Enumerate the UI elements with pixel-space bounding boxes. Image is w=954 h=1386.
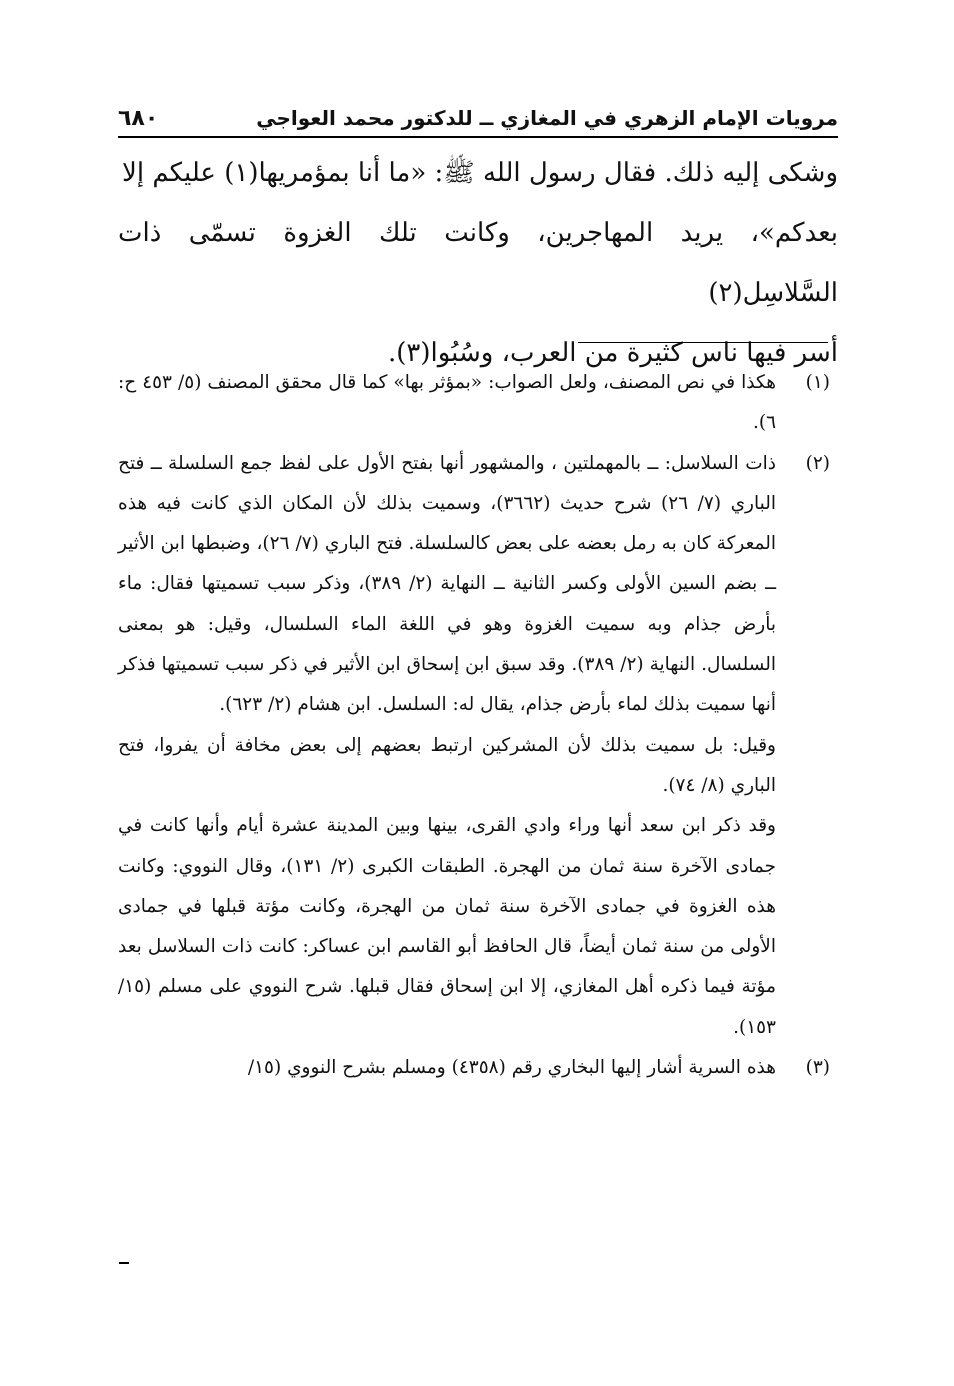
main-text: [118, 143, 838, 383]
footnote-text: هكذا في نص المصنف، ولعل الصواب: «بمؤثر بها» كما قال محقق المصنف (٥/ ٤٥٣ ح: ٦).: [118, 372, 776, 434]
footnote-number: (١): [805, 372, 830, 393]
header-title: مرويات الإمام الزهري في المغازي ــ للدكتور محمد العواجي: [256, 106, 838, 130]
footnotes: [118, 363, 838, 1088]
footnote-1: [118, 363, 838, 444]
main-text-line: بعدكم»، يريد المهاجرين، وكانت تلك الغزوة تسمّى ذات السَّلاسِل(٢): [118, 218, 838, 308]
footnote-2: [118, 444, 838, 1048]
page-number: ٦٨٠: [118, 105, 159, 131]
footnote-text: وقيل: بل سميت بذلك لأن المشركين ارتبط بعضهم إلى بعض مخافة أن يفروا، فتح الباري (٨/ ٧٤).: [118, 734, 776, 796]
footnote-3: [118, 1048, 838, 1088]
footnote-text: هذه السرية أشار إليها البخاري رقم (٤٣٥٨) ومسلم بشرح النووي (١٥/: [247, 1057, 776, 1079]
running-header: [118, 100, 838, 138]
footnote-number: (٣): [805, 1057, 830, 1079]
continuation-mark: [119, 1262, 129, 1264]
main-text-line: أسر فيها ناس كثيرة من العرب، وسُبُوا(٣).: [387, 338, 838, 368]
footnote-text: وقد ذكر ابن سعد أنها وراء وادي القرى، بينها وبين المدينة عشرة أيام وأنها كانت في جمادى الآخرة سنة ثمان من الهجرة. الطبقات الكبرى (٢/ ١٣١)، وقال النووي: وكانت هذه الغزوة في جمادى الآخرة سنة ثمان من الهجرة، وكانت مؤتة قبلها في جمادى الأولى من سنة ثمان أيضاً، قال الحافظ أبو القاسم ابن عساكر: كانت ذات السلاسل بعد مؤتة فيما ذكره أهل المغازي، إلا ابن إسحاق فقال قبلها. شرح النووي على مسلم (١٥/ ١٥٣).: [118, 815, 776, 1038]
footnote-separator: [578, 342, 828, 343]
main-text-line: وشكى إليه ذلك. فقال رسول الله ﷺ: «ما أنا بمؤمريها(١) عليكم إلا: [122, 158, 838, 188]
footnote-number: (٢): [805, 452, 830, 474]
footnote-text: ذات السلاسل: ــ بالمهملتين ، والمشهور أنها بفتح الأول على لفظ جمع السلسلة ــ فتح الباري (٧/ ٢٦) شرح حديث (٣٦٦٢)، وسميت بذلك لأن المكان الذي كانت فيه هذه المعركة كان به رمل بعضه على بعض كالسلسلة. فتح الباري (٧/ ٢٦)، وضبطها ابن الأثير ــ بضم السين الأولى وكسر الثانية ــ النهاية (٢/ ٣٨٩)، وذكر سبب تسميتها فقال: ماء بأرض جذام وبه سميت الغزوة وهو في اللغة الماء السلسال، وقيل: هو بمعنى السلسال. النهاية (٢/ ٣٨٩). وقد سبق ابن إسحاق ابن الأثير في ذكر سبب تسميتها فذكر أنها سميت بذلك لماء بأرض جذام، يقال له: السلسل. ابن هشام (٢/ ٦٢٣).: [118, 452, 777, 716]
